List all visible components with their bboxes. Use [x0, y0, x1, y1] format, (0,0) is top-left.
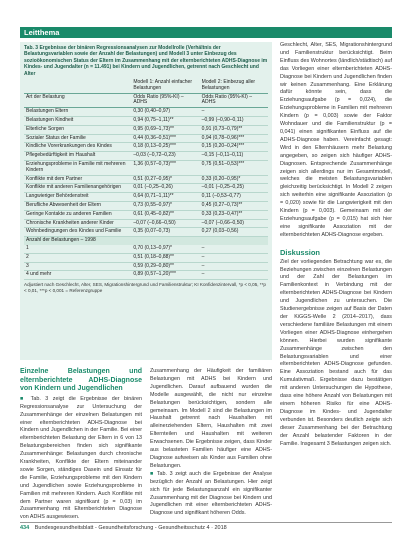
bottom-middle-column	[150, 368, 272, 518]
bottom-left-text: zeigt die Ergebnisse der binären Regressionsanalyse zur Untersuchung der Zusammenhänge der einzelnen Belastungen mit einer elternberichteten ADHS-Diagnose bei Kindern und Jugendlichen in der Familie. Bei einer elternberichteten Belastung der Eltern in 6 von 13 Belastungsbereichen finden sich signifikante Zusammenhänge: Belastungen durch chronische Krankheiten, Konflikte der Eltern miteinander sowie Sorgen, ständiges Dasein und Einsatz für die Familie, Erziehungsprobleme mit den Kindern und Jugendlichen sowie Erziehungsprobleme in Familien mit mehreren Kindern. Auch Konflikte mit dem Partner waren signifikant (p = 0,03) im Zusammenhang mit Elternberichteten Diagnose von ADHS ausgewiesen.	[20, 395, 143, 521]
page-number: 434	[20, 525, 30, 531]
page-footer	[20, 525, 227, 531]
row-model1: 0,35 (0,07–0,73)	[131, 228, 199, 237]
table-row	[24, 108, 268, 117]
row-label: Konflikte mit dem Partner	[24, 175, 131, 184]
table-caption-lead: Tab. 3	[24, 45, 39, 51]
bottom-middle-text: zeigt auch die Ergebnisse der Analyse bezüglich der Anzahl an Belastungen. Hier zeigt sich für jede Belastungsanzahl ein signifikanter Zusammenhang mit der Diagnose bei Kindern und Jugendlichen mit einer elternberichteten ADHS-Diagnose und signifikant höheren Odds.	[150, 470, 272, 517]
row-model1: 0,70 (0,13–0,97)*	[131, 245, 199, 253]
row-model1: 0,51 (0,18–0,88)**	[131, 253, 199, 262]
bottom-middle-paragraph-2	[150, 471, 272, 518]
row-label: Erziehungsprobleme in Familie mit mehreren Kindern	[24, 161, 131, 176]
table-row	[24, 134, 268, 143]
row-model1: –0,03 (–0,72–0,23)	[131, 152, 199, 161]
row-label: Kindliche Vorerkrankungen des Kindes	[24, 143, 131, 152]
bottom-middle-paragraph-1: Zusammenhang der Häufigkeit der familiären Belastungen mit ADHS bei Kindern und Jugendlichen. Darauf aufbauend wurden die Modelle ausgewählt, die nicht nur einzelne Belastungen berücksichtigen, sondern alle gemeinsam. Im Modell 2 sind die Belastungen im Haushalt getrennt nach Haushalten mit alleinerziehenden Eltern, Haushalten mit zwei Elternteilen und Haushalten mit weiteren Erwachsenen. Die Ergebnisse zeigen, dass Kinder aus belasteten Familien häufiger eine ADHS-Diagnose aufweisen als Kinder aus Familien ohne Belastungen.	[150, 368, 272, 469]
discussion-heading: Diskussion	[280, 247, 321, 257]
table-row	[24, 125, 268, 134]
footer-rule	[20, 522, 392, 523]
table-row	[24, 245, 268, 253]
row-model1: 1,36 (0,57–0,73)***	[131, 161, 199, 176]
table-header-type: Art der Belastung	[24, 93, 131, 108]
row-label: Langwieriger Behördenstreit	[24, 193, 131, 202]
table-row	[24, 117, 268, 126]
row-label: 1	[24, 245, 131, 253]
row-model2: 0,75 (0,51–0,53)***	[200, 161, 268, 176]
right-paragraph-1: Geschlecht, Alter, SES, Migrationshintergrund und Familienstruktur berücksichtigt. Beim Einfluss des Wohnortes (ländlich/städtisch) auf das Vorliegen einer elternberichteten ADHS-Diagnose bei Kindern und Jugendlichen finden wir keinen Zusammenhang. Eine Erklärung dafür könnte sein, dass die Erziehungsaufgabe (p = 0,024), die Erziehungsprobleme in Familien mit mehreren Kindern (p = 0,003) sowie der Faktor Wohndauer und die Familienstruktur (p = 0,041) einen signifikanten Einfluss auf die ADHS-Diagnose haben. Vereinfacht gesagt: Wird in den Elternhäusern mehr Belastung angegeben, so zeigen sich häufiger ADHS-Diagnosen. Entsprechende Zusammenhänge zeigen sich allerdings nur im Gesamtmodell, welches die meisten Belastungsvariablen gleichzeitig berücksichtigt. In Modell 2 zeigen sich weiterhin eine signifikante Assoziation (p = 0,020) sowie für die Langwierigkeit mit den Kindern (p = 0,003). Gemeinsam mit der Erziehungsaufgabe (p = 0,015) hat sich hier eine signifikante Assoziation mit der elternberichteten ADHS-Diagnose ergeben.	[280, 42, 392, 238]
table-row	[24, 161, 268, 176]
row-label: 2	[24, 253, 131, 262]
row-model2: –0,15 (–0,11–0,11)	[200, 152, 268, 161]
table-row	[24, 201, 268, 210]
row-model2: 0,45 (0,27–0,73)**	[200, 201, 268, 210]
table-header-or1: Odds Ratio (95%-KI) – ADHS	[131, 93, 199, 108]
section-header: Leitthema	[20, 27, 392, 38]
bottom-left-paragraph	[20, 396, 142, 523]
table-row	[24, 193, 268, 202]
row-model1: 0,44 (0,36–0,51)***	[131, 134, 199, 143]
row-model2: 0,33 (0,23–0,47)**	[200, 210, 268, 219]
table-footnote: Adjustiert nach Geschlecht, Alter, SES, Migrationshintergrund und Familienstruktur; KI Konfidenzintervall, *p < 0,05, **p < 0,01, ***p < 0,001 = Referenzgruppe	[24, 282, 266, 293]
row-model1: 0,95 (0,69–1,73)**	[131, 125, 199, 134]
table-caption	[24, 45, 268, 77]
row-model2: –0,07 (–0,66–0,50)	[200, 219, 268, 228]
row-label: Geringe Kontakte zu anderen Familien	[24, 210, 131, 219]
row-model1: 0,30 (0,40–0,97)	[131, 108, 199, 117]
table-row	[24, 219, 268, 228]
row-model2: –0,01 (–0,25–0,25)	[200, 184, 268, 193]
table-subheader-row	[24, 237, 268, 245]
row-model2: 0,94 (0,78–0,96)***	[200, 134, 268, 143]
table-row	[24, 271, 268, 280]
row-label: 3	[24, 262, 131, 271]
row-model1: 0,89 (0,57–1,20)***	[131, 271, 199, 280]
table-row	[24, 262, 268, 271]
row-model2: –	[200, 245, 268, 253]
row-model2: –	[200, 271, 268, 280]
table-header-empty	[24, 79, 131, 93]
table-row	[24, 210, 268, 219]
table-row	[24, 253, 268, 262]
row-model2: –	[200, 262, 268, 271]
row-label: Berufliche Abwesenheit der Eltern	[24, 201, 131, 210]
row-model2: 0,91 (0,73–0,79)**	[200, 125, 268, 134]
row-label: Pflegebedürftigkeit im Haushalt	[24, 152, 131, 161]
table-row	[24, 175, 268, 184]
row-label: 4 und mehr	[24, 271, 131, 280]
row-model2: 0,15 (0,20–0,24)***	[200, 143, 268, 152]
table-row	[24, 228, 268, 237]
table-row	[24, 143, 268, 152]
table-subheader: Anzahl der Belastungen – 1998	[24, 237, 268, 245]
row-model1: –0,07 (–0,66–0,50)	[131, 219, 199, 228]
row-model2: –	[200, 108, 268, 117]
table-row	[24, 152, 268, 161]
row-model1: 0,59 (0,29–0,80)**	[131, 262, 199, 271]
row-model1: 0,51 (0,27–0,95)*	[131, 175, 199, 184]
square-bullet-icon: ■	[150, 470, 155, 477]
row-model1: 0,73 (0,55–0,97)*	[131, 201, 199, 210]
table-caption-text: Ergebnisse der binären Regressionsanalysen zur Modellrolle (Verhältnis der Belastungsvariablen sowie der Anzahl der Belastungen) und Modell 3 unter Einbezug des sozioökonomischen Status der Eltern im Zusammenhang mit der elternberichteten ADHS-Diagnose im Kindes- und Jugendalter (n = 11.491) bei Kindern und Jugendlichen, getrennt nach Geschlecht und Alter	[24, 45, 268, 77]
journal-title: Bundesgesundheitsblatt - Gesundheitsforschung - Gesundheitsschutz 4 · 2018	[34, 525, 227, 531]
results-table	[24, 79, 268, 280]
row-label: Wohnbedingungen des Kindes und Familie	[24, 228, 131, 237]
row-label: Konflikte mit anderen Familienangehörigen	[24, 184, 131, 193]
row-model1: 0,64 (0,71–1,11)**	[131, 193, 199, 202]
bottom-left-column	[20, 368, 142, 522]
row-label: Sozialer Status der Familie	[24, 134, 131, 143]
subsection-heading: Einzelne Belastungen und elternberichtete ADHS-Diagnose von Kindern und Jugendlichen	[20, 368, 142, 393]
square-bullet-icon: ■	[20, 395, 27, 402]
row-model2: –	[200, 253, 268, 262]
right-column	[280, 42, 392, 448]
bottom-middle-lead: Tab. 3	[156, 470, 173, 477]
table-header-model2: Modell 2: Einbezug aller Belastungen	[200, 79, 268, 93]
row-label: Elterliche Sorgen	[24, 125, 131, 134]
row-model2: –0,99 (–0,90–0,11)	[200, 117, 268, 126]
right-paragraph-2: Ziel der vorliegenden Betrachtung war es, die Beziehungen zwischen einzelnen Belastungen und der Zahl der Belastungen im Familienkontext in Verbindung mit der elternberichteten ADHS-Diagnose bei Kindern und Jugendlichen zu untersuchen. Die Studienergebnisse zeigen auf Basis der Daten der KiGGS-Welle 2 (2014–2017), dass verschiedene familiäre Belastungen mit einem Vorliegen einer ADHS-Diagnose einhergehen können. Hierbei wurden signifikante Zusammenhänge zwischen den Belastungsvariablen und einer elternberichteten ADHS-Diagnose gefunden. Eine Assoziation bestand auch für das Kumulativmaß. Ergebnisse dazu bestätigen mit anderen Untersuchungen die Hypothese, dass eine höhere Anzahl von Belastungen mit einem höheren Risiko für eine ADHS-Diagnose im Kindes- und Jugendalter verbunden ist. Besonders deutlich zeigte sich dieser Zusammenhang bei der Betrachtung der Anzahl belastender Faktoren in der Familie. Insgesamt 3 Belastungen zeigen sich.	[280, 258, 392, 447]
row-model2: 0,33 (0,20–0,95)*	[200, 175, 268, 184]
row-label: Belastungen Eltern	[24, 108, 131, 117]
table-header-or2: Odds Ratio (95%-KI) – ADHS	[200, 93, 268, 108]
table-header-model1: Modell 1: Anzahl einfacher Belastungen	[131, 79, 199, 93]
row-model1: 0,94 (0,75–1,11)**	[131, 117, 199, 126]
row-model1: 0,18 (0,13–0,25)***	[131, 143, 199, 152]
row-model1: 0,01 (–0,25–0,26)	[131, 184, 199, 193]
results-table-box	[20, 42, 272, 360]
row-model1: 0,61 (0,45–0,82)**	[131, 210, 199, 219]
row-label: Belastungen Kindheit	[24, 117, 131, 126]
table-row	[24, 184, 268, 193]
row-model2: 0,11 (–0,53–0,77)	[200, 193, 268, 202]
row-model2: 0,27 (0,03–0,56)	[200, 228, 268, 237]
row-label: Chronische Krankheiten anderer Kinder	[24, 219, 131, 228]
bottom-left-lead: Tab. 3	[30, 395, 49, 402]
